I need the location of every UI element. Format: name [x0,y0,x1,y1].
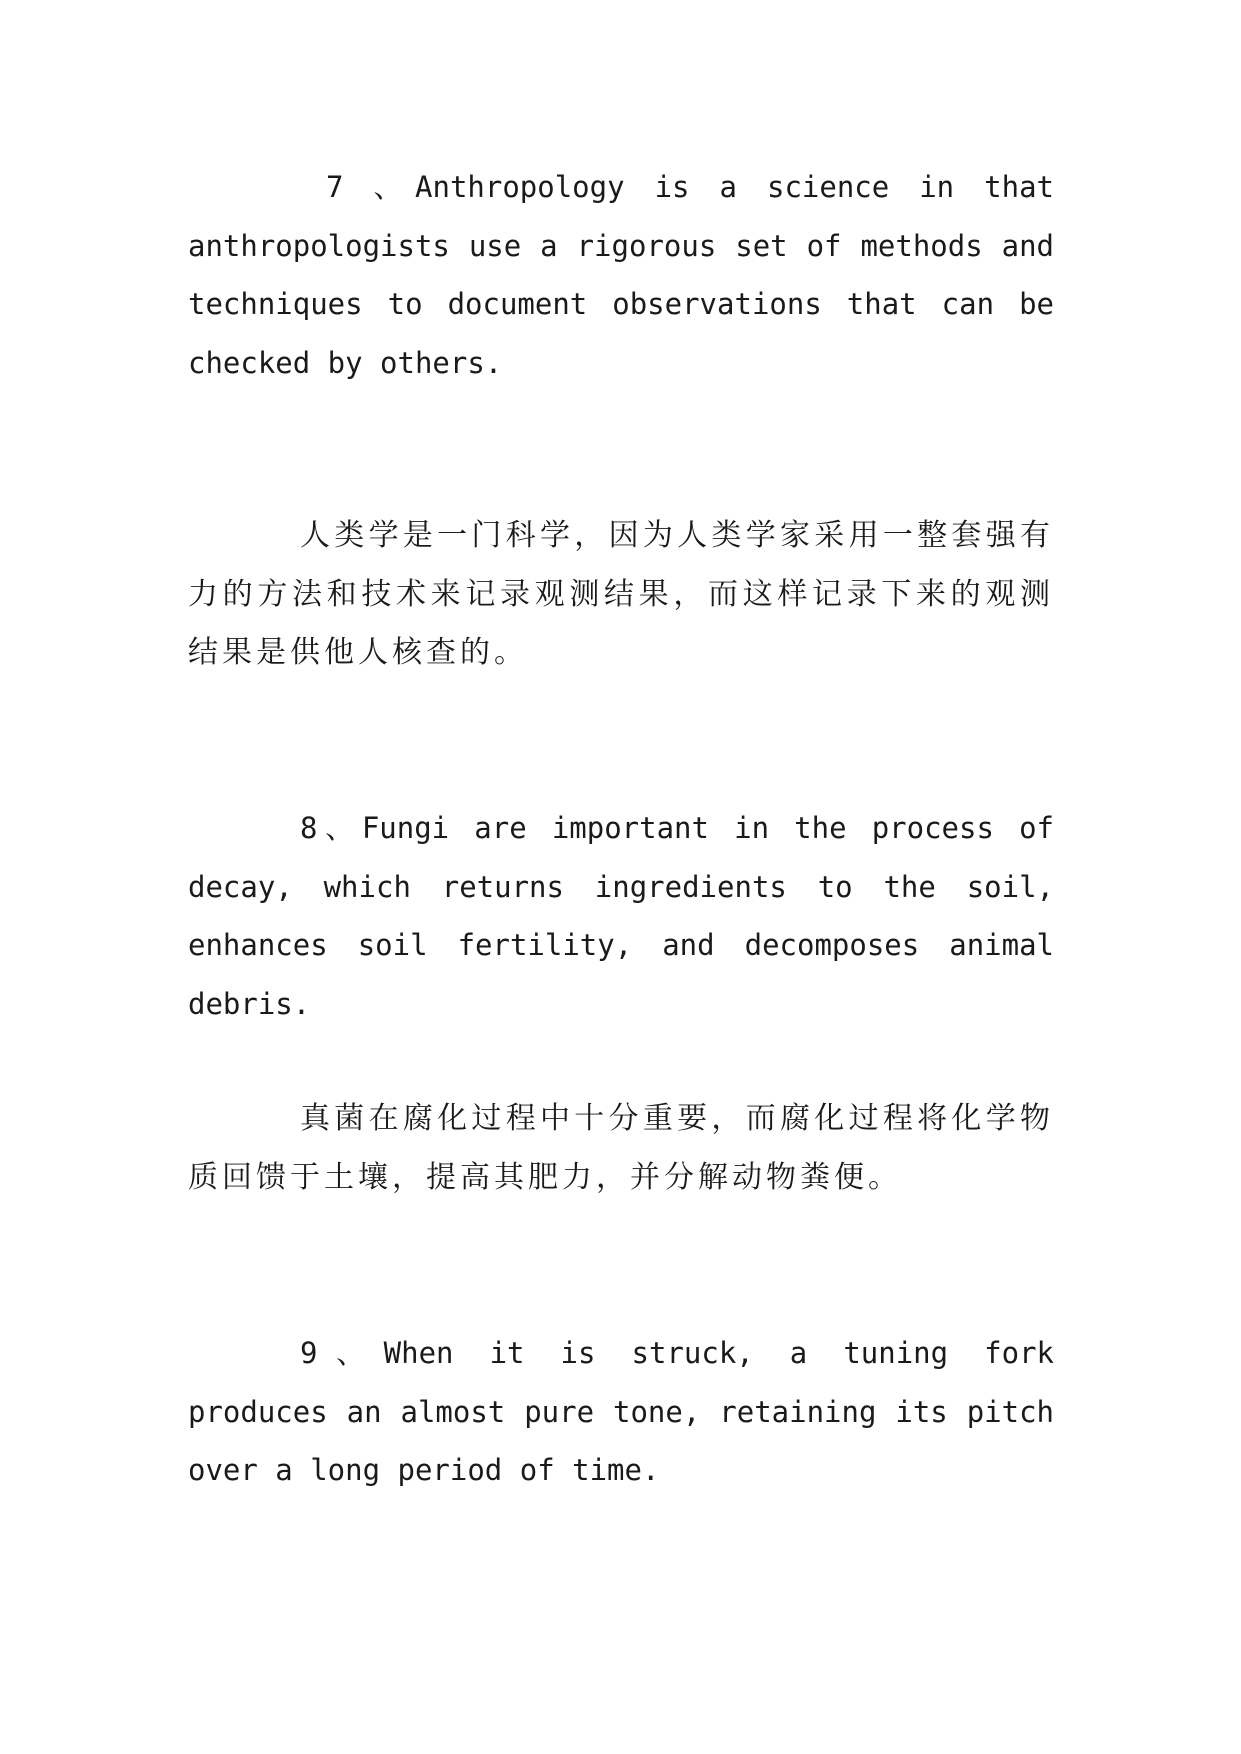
paragraph-7-english: 7 、Anthropology is a science in that anthropologists use a rigorous set of methods and techniques to document observations that can be checked by others. [188,170,1054,380]
paragraph-8-chinese: 真菌在腐化过程中十分重要，而腐化过程将化学物质回馈于土壤，提高其肥力，并分解动物粪便。 [188,1101,1054,1195]
paragraph-8-english: 8、Fungi are important in the process of decay, which returns ingredients to the soil, enhances soil fertility, and decomposes animal debris. [188,811,1054,1021]
paragraph-7-chinese: 人类学是一门科学，因为人类学家采用一整套强有力的方法和技术来记录观测结果，而这样记录下来的观测结果是供他人核查的。 [188,518,1054,670]
paragraph-9-english: 9、When it is struck, a tuning fork produces an almost pure tone, retaining its pitch over a long period of time. [188,1336,1054,1487]
